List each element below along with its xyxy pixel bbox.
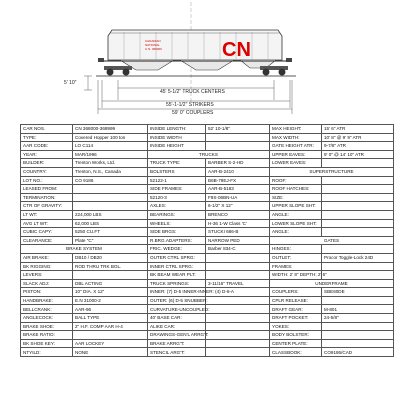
spec-row [21, 193, 394, 202]
car-side-elevation-drawing [0, 0, 400, 118]
car-specification-table [20, 124, 394, 357]
spec-value [322, 202, 394, 211]
section-header: BRAKE SYSTEM [21, 245, 148, 254]
spec-value: 62,000 LBS [73, 219, 148, 228]
spec-label: OUTER: (6) D-5 SNUBBER: [148, 296, 206, 305]
spec-value: Covered Hopper 100 ton [73, 133, 148, 142]
spec-value [206, 253, 270, 262]
spec-value [206, 133, 270, 142]
spec-label: GATE HEIGHT ATR: [270, 142, 322, 151]
spec-label: AAR CODE: [21, 142, 73, 151]
spec-value [322, 228, 394, 237]
spec-value [206, 305, 270, 314]
spec-label: BUILDER: [21, 159, 73, 168]
spec-label: DRAWINGS-GEN'L ARRG'T: [148, 331, 206, 340]
spec-value: NARROW PED [206, 236, 270, 245]
spec-label: OUTER CTRL SPRG: [148, 253, 206, 262]
spec-label: BEARINGS: [148, 210, 206, 219]
spec-value [206, 142, 270, 151]
spec-value [322, 245, 394, 254]
spec-label: ANGLE: [270, 210, 322, 219]
spec-label: 40' BASE CAR: [148, 314, 206, 323]
spec-label: CUBIC CAPY: [21, 228, 73, 237]
spec-label: ALIKE CAR: [148, 322, 206, 331]
spec-row [21, 322, 394, 331]
spec-label: BK BEAM WEAR PLT: [148, 271, 206, 280]
spec-label: INNER CTRL SPRG: [148, 262, 206, 271]
spec-value [73, 202, 148, 211]
spec-row [21, 236, 394, 245]
spec-label: UPPER EAVES: [270, 150, 322, 159]
spec-row [21, 253, 394, 262]
spec-label: LOT NO.: [21, 176, 73, 185]
spec-label: HANDBRAKE: [21, 296, 73, 305]
spec-label: ROOF: [270, 176, 322, 185]
section-header: GATES [270, 236, 394, 245]
spec-label: INSIDE LENGTH: [148, 125, 206, 134]
spec-value [206, 262, 270, 271]
spec-label: TRUCK TYPE: [148, 159, 206, 168]
spec-label: FRIC. WEDGE: [148, 245, 206, 254]
spec-label: DRAFT GEAR: [270, 305, 322, 314]
spec-label: DRAFT POCKET: [270, 314, 322, 323]
spec-row [21, 150, 394, 159]
truck-a-end [104, 66, 132, 76]
spec-value: B6B-79EJ-FX [206, 176, 270, 185]
spec-label: CENTER PLATE: [270, 339, 322, 348]
side-label-line-1: CANADIAN [145, 39, 161, 43]
spec-label: CURVATURE-UNCOUPLED: [148, 305, 206, 314]
spec-value: LO C114 [73, 142, 148, 151]
spec-row [21, 339, 394, 348]
spec-value [322, 219, 394, 228]
spec-row [21, 331, 394, 340]
spec-value: M-801 [322, 305, 394, 314]
spec-value: CO9186/CAD [322, 348, 394, 357]
spec-row [21, 133, 394, 142]
spec-value: Trenton Works, Ltd. [73, 159, 148, 168]
spec-value: AAR-96 [73, 305, 148, 314]
section-header: TRUCKS [148, 150, 270, 159]
spec-label: LEASED FROM: [21, 185, 73, 194]
spec-row [21, 228, 394, 237]
spec-label: YEAR: [21, 150, 73, 159]
spec-value: E.N 31000-2 [73, 296, 148, 305]
spec-row [21, 142, 394, 151]
spec-value: STUCKI 686-B [206, 228, 270, 237]
spec-label: COUPLERS: [270, 288, 322, 297]
spec-row [21, 279, 394, 288]
spec-label: HINGES: [270, 245, 322, 254]
spec-value: F9S-06BN-UA [206, 193, 270, 202]
spec-value: 224,000 LBS [73, 210, 148, 219]
spec-value [206, 339, 270, 348]
spec-value [322, 262, 394, 271]
spec-row [21, 176, 394, 185]
spec-row [21, 219, 394, 228]
dim-truck-centers: 45' 5-1/2" TRUCK CENTERS [160, 89, 225, 95]
spec-label: FRAMES: [270, 262, 322, 271]
spec-value: 52' 10-1/8" [206, 125, 270, 134]
hopper-car-body [98, 30, 292, 70]
spec-value: Plate "C" [73, 236, 148, 245]
spec-label: OUTLET: [270, 253, 322, 262]
spec-row [21, 288, 394, 297]
spec-label: INSIDE HEIGHT [148, 142, 206, 151]
spec-label: CLEARANCE: [21, 236, 73, 245]
spec-row [21, 185, 394, 194]
spec-value [322, 193, 394, 202]
cn-logo: CN [222, 39, 251, 61]
spec-label: STENCIL ARG'T: [148, 348, 206, 357]
side-label-line-3: C.N. 368000 [145, 47, 162, 51]
spec-label: MAX WIDTH: [270, 133, 322, 142]
spec-value: AAR-B-5183 [206, 185, 270, 194]
spec-row [21, 159, 394, 168]
spec-label: LT WT: [21, 210, 73, 219]
spec-label: BRAKE SHOE: [21, 322, 73, 331]
spec-value [73, 193, 148, 202]
spec-label: LOWER EAVES: [270, 159, 322, 168]
spec-label: AVG LT WT: [21, 219, 73, 228]
spec-label: TRUCK SPRINGS: [148, 279, 206, 288]
spec-value [322, 296, 394, 305]
spec-value: DBL ACTING [73, 279, 148, 288]
spec-label: NTYILD: [21, 348, 73, 357]
spec-label: SIDE FRAMES: [148, 185, 206, 194]
spec-value [73, 331, 148, 340]
spec-value [206, 322, 270, 331]
spec-value: MAR/1996 [73, 150, 148, 159]
spec-label: PISTON: [21, 288, 73, 297]
spec-label: MAX HEIGHT: [270, 125, 322, 134]
spec-value: Barber 834-C [206, 245, 270, 254]
spec-label: BODY BOLSTER: [270, 331, 322, 340]
spec-value [322, 331, 394, 340]
spec-value: Trenton, N.S., Canada [73, 167, 148, 176]
spec-label: CAR NOS. [21, 125, 73, 134]
spec-label: INSIDE WIDTH [148, 133, 206, 142]
spec-value: ROD THRU TRK BOL. [73, 262, 148, 271]
spec-label: BRAKE RATIO: [21, 331, 73, 340]
spec-label: TERMINATION: [21, 193, 73, 202]
spec-value: 15' 6" ATR [322, 125, 394, 134]
spec-row [21, 125, 394, 134]
spec-value [322, 271, 394, 280]
spec-value: 6-1/2" X 12" [206, 202, 270, 211]
spec-value [322, 210, 394, 219]
spec-value [322, 185, 394, 194]
spec-value [73, 185, 148, 194]
spec-label: BK RIGGING: [21, 262, 73, 271]
spec-label: CPLR RELEASE: [270, 296, 322, 305]
spec-label: R.BRG.ADAPTERS: [148, 236, 206, 245]
spec-value: 24-5/8" [322, 314, 394, 323]
spec-label: SIDE BRGS: [148, 228, 206, 237]
dim-couplers: 59' 0" COUPLERS [172, 110, 214, 116]
spec-label: ANGLE: [270, 228, 322, 237]
spec-value [206, 296, 270, 305]
spec-row [21, 271, 394, 280]
spec-row [21, 314, 394, 323]
spec-value: 10' 8" @ 9' 9" ATR [322, 133, 394, 142]
spec-label: AIR BRAKE: [21, 253, 73, 262]
side-label-line-2: NATIONAL [145, 43, 160, 47]
spec-label: 52120-3 [148, 193, 206, 202]
spec-value: BRENCO [206, 210, 270, 219]
spec-label: SIZE: [270, 193, 322, 202]
spec-value [322, 159, 394, 168]
section-header: SUPERSTRUCTURE [270, 167, 394, 176]
spec-value [206, 271, 270, 280]
spec-value: SBE60DE [322, 288, 394, 297]
spec-label: INNER: (7) D-5 INNER-INNER: (4) D-6-A [148, 288, 206, 297]
spec-value [73, 271, 148, 280]
spec-value: CN 368000-368999 [73, 125, 148, 134]
section-header: UNDERFRAME [270, 279, 394, 288]
spec-label: LEVERS: [21, 271, 73, 280]
spec-value: 9' 0" @ 14' 10" ATR [322, 150, 394, 159]
spec-value: CO 9186 [73, 176, 148, 185]
spec-value: 9-7/8" ATR [322, 142, 394, 151]
spec-row [21, 167, 394, 176]
spec-value: 2" H.F. COMP AAR H-4 [73, 322, 148, 331]
spec-value [322, 176, 394, 185]
spec-value: H-36 1-W Class 'C' [206, 219, 270, 228]
spec-label: UPPER SLOPE SHT: [270, 202, 322, 211]
spec-value: 3-11/16" TRAVEL [206, 279, 270, 288]
dim-strikers: 55'-1-1/2" STRIKERS [166, 102, 214, 108]
spec-value [322, 322, 394, 331]
spec-value: 5250 CU.FT [73, 228, 148, 237]
spec-label: BRAKE ARRG'T: [148, 339, 206, 348]
spec-row [21, 202, 394, 211]
spec-value: NONE [73, 348, 148, 357]
spec-label: CLASSBOOK: [270, 348, 322, 357]
spec-label: YOKES: [270, 322, 322, 331]
spec-row [21, 348, 394, 357]
spec-value: AAR LOCKEY [73, 339, 148, 348]
spec-label: BOLSTERS [148, 167, 206, 176]
dim-left-height: 5' 10" [64, 80, 77, 86]
spec-label: COUNTRY: [21, 167, 73, 176]
spec-label: BK SHOE KEY: [21, 339, 73, 348]
spec-label: CTR OF GRAVITY: [21, 202, 73, 211]
spec-label: LOWER SLOPE SHT: [270, 219, 322, 228]
spec-label: WHEELS: [148, 219, 206, 228]
spec-value [206, 314, 270, 323]
spec-label: 52122-1 [148, 176, 206, 185]
spec-value: DB10 / DB20 [73, 253, 148, 262]
spec-row [21, 210, 394, 219]
spec-row [21, 305, 394, 314]
spec-row [21, 245, 394, 254]
spec-label: TYPE: [21, 133, 73, 142]
spec-row [21, 296, 394, 305]
spec-label: AXLES: [148, 202, 206, 211]
spec-value [322, 339, 394, 348]
spec-value [206, 348, 270, 357]
spec-value [206, 331, 270, 340]
spec-label: WIDTH: 2' 8" DEPTH: 2' 6" [270, 271, 322, 280]
spec-row [21, 262, 394, 271]
spec-value: 10" DIA. X 12" [73, 288, 148, 297]
spec-label: ROOF HATCHES: [270, 185, 322, 194]
spec-label: BELLCRANK: [21, 305, 73, 314]
spec-value: Procor Toggle-Lock 24D [322, 253, 394, 262]
spec-label: SLACK ADJ: [21, 279, 73, 288]
truck-b-end [260, 66, 288, 76]
spec-value: BARBER S-2-HD [206, 159, 270, 168]
spec-value: BALL TYPE [73, 314, 148, 323]
spec-label: ANGLECOCK: [21, 314, 73, 323]
spec-value: AAR-B-2410 [206, 167, 270, 176]
